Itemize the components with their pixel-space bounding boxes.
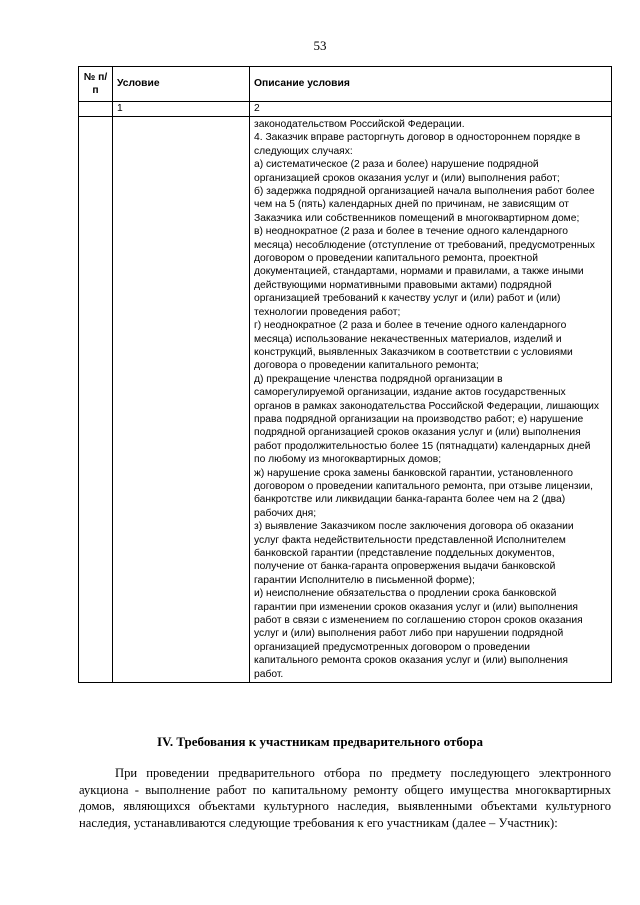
description-line: и) неисполнение обязательства о продлении срока банковской: [254, 588, 557, 600]
table-row: [79, 117, 612, 683]
description-line: по любому из многоквартирных домов;: [254, 454, 442, 466]
header-description: Описание условия: [250, 67, 612, 102]
description-line: услуг факта недействительности представленной Исполнителем: [254, 534, 566, 546]
description-line: з) выявление Заказчиком после заключения договора об оказании: [254, 521, 574, 533]
description-line: договором о проведении капитального ремонта, проектной: [254, 253, 538, 265]
description-line: работ.: [254, 668, 284, 680]
section-heading: IV. Требования к участникам предварительного отбора: [157, 734, 483, 749]
description-line: б) задержка подрядной организацией начала выполнения работ более: [254, 186, 595, 198]
column-numbering-row: [79, 102, 612, 117]
description-line: документацией, стандартами, нормами и правилами, а также иными: [254, 266, 584, 278]
page-number: 53: [313, 38, 327, 53]
description-line: следующих случаях:: [254, 145, 353, 157]
description-line: гарантии Исполнителю в письменной форме);: [254, 574, 475, 586]
description-line: г) неоднократное (2 раза и более в течение одного календарного: [254, 320, 567, 332]
description-line: услуг и (или) выполнения работ либо при нарушении подрядной: [254, 628, 564, 640]
description-line: банковской гарантии (представление поддельных документов,: [254, 548, 555, 559]
description-line: гарантии при изменении сроков оказания услуг и (или) выполнения: [254, 601, 578, 613]
description-line: технологии проведения работ;: [254, 306, 401, 318]
description-line: Заказчика или собственников помещений в многоквартирном доме;: [254, 212, 580, 224]
description-line: организацией сроков оказания услуг и (или) выполнения работ;: [254, 172, 560, 184]
description-line: в) неоднократное (2 раза и более в течение одного календарного: [254, 226, 569, 238]
number-cell: [79, 117, 113, 683]
description-line: 4. Заказчик вправе расторгнуть договор в одностороннем порядке в: [254, 132, 581, 144]
description-line: работ продолжительностью более 15 (пятнадцати) календарных дней: [254, 440, 591, 452]
description-line: организацией предусмотренных договором о проведении: [254, 641, 530, 653]
section-paragraph: [79, 765, 611, 831]
section-paragraph-text: При проведении предварительного отбора по предмету последующего электронного аукциона - выполнение работ по капитальному ремонту общего имущества многоквартирных домов, являющихся объектами культурного наследия, выявленными объектами культурного наследия, устанавливаются следующие требования к его участникам (далее – Участник):: [79, 766, 611, 830]
description-line: месяца) использование некачественных материалов, изделий и: [254, 333, 562, 345]
description-line: действующими нормативными правовыми актами) подрядной: [254, 279, 552, 291]
description-line: чем на 5 (пять) календарных дней по причинам, не зависящим от: [254, 199, 569, 211]
conditions-table: [78, 66, 612, 683]
header-number: № п/п: [79, 67, 113, 102]
description-line: конструкций, выявленных Заказчиком в соответствии с условиями: [254, 346, 573, 358]
description-line: рабочих дня;: [254, 507, 317, 519]
description-line: капитального ремонта сроков оказания услуг и (или) выполнения: [254, 655, 568, 667]
description-cell: [250, 117, 612, 683]
numbering-cell-2: 1: [113, 102, 250, 117]
description-line: а) систематическое (2 раза и более) нарушение подрядной: [254, 159, 539, 171]
table-header-row: [79, 67, 612, 102]
description-line: работ в связи с изменением по соглашению сторон сроков оказания: [254, 615, 583, 627]
numbering-cell-3: 2: [250, 102, 612, 117]
description-line: банкротстве или ликвидации банка-гаранта более чем на 2 (два): [254, 494, 566, 506]
description-line: ж) нарушение срока замены банковской гарантии, установленного: [254, 467, 573, 479]
description-line: договором о проведении капитального ремонта, при отзыве лицензии,: [254, 480, 593, 492]
header-condition: Условие: [113, 67, 250, 102]
condition-cell: [113, 117, 250, 683]
description-line: подрядной организацией сроков оказания услуг и (или) выполнения: [254, 427, 581, 439]
description-line: получение от банка-гаранта опровержения выдачи банковской: [254, 561, 556, 573]
description-line: организацией требований к качеству услуг и (или) работ и (или): [254, 293, 561, 305]
description-line: месяца) несоблюдение (отступление от требований, предусмотренных: [254, 239, 595, 251]
numbering-cell-1: [79, 102, 113, 117]
description-line: д) прекращение членства подрядной организации в: [254, 373, 503, 385]
description-line: права подрядной организации на производство работ; е) нарушение: [254, 413, 584, 425]
description-line: законодательством Российской Федерации.: [254, 119, 465, 130]
description-line: саморегулируемой организации, издание актов государственных: [254, 387, 566, 399]
description-line: органов в рамках законодательства Российской Федерации, лишающих: [254, 400, 599, 412]
description-line: договора о проведении капитального ремонта;: [254, 360, 479, 372]
